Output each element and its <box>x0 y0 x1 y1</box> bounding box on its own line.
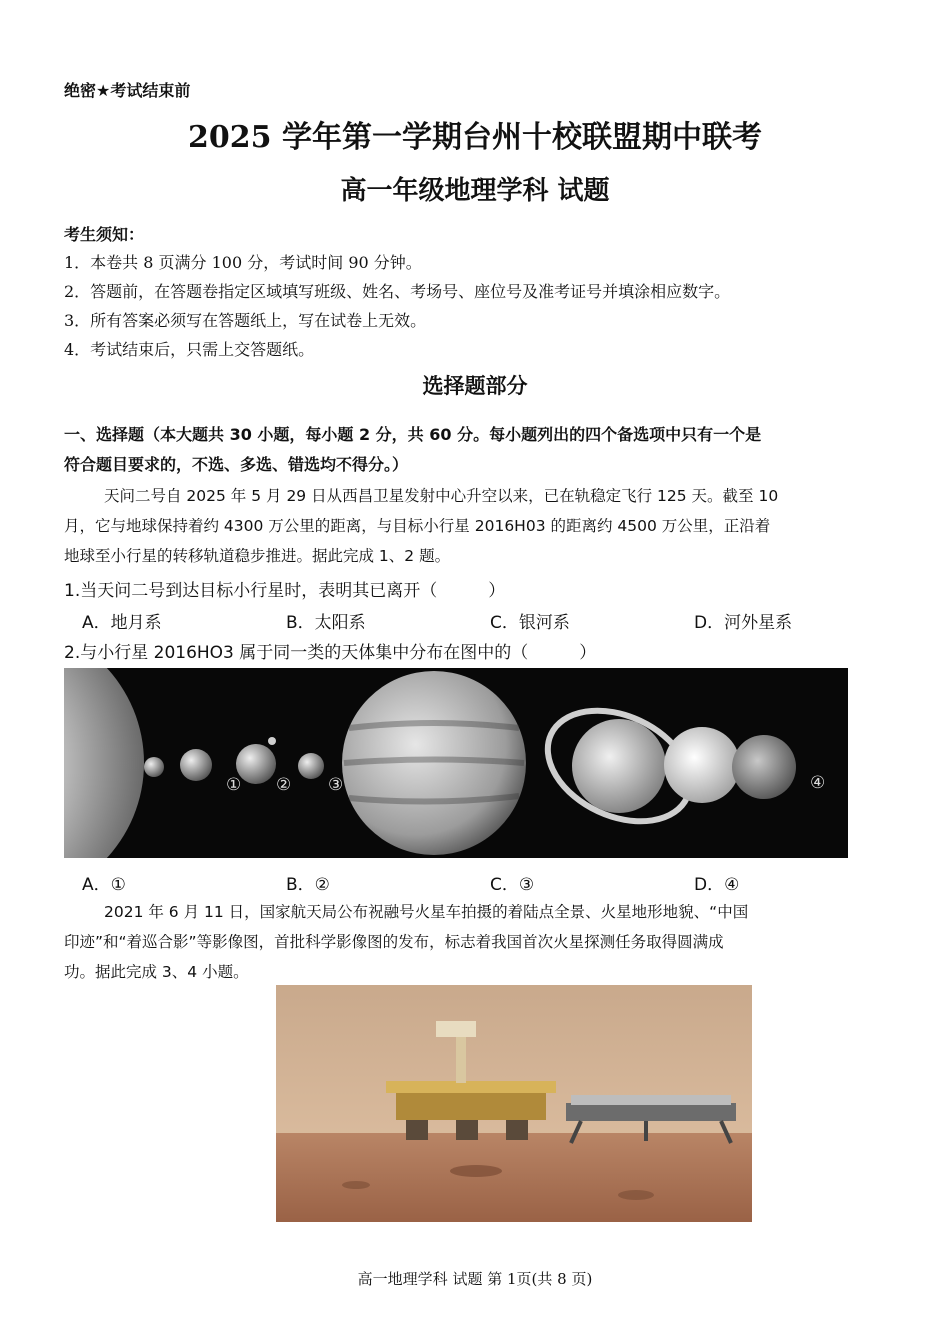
earth-icon <box>236 744 276 784</box>
question-2-stem: 2.与小行星 2016HO3 属于同一类的天体集中分布在图中的（ ） <box>64 643 597 663</box>
solar-system-figure <box>64 668 848 858</box>
passage-zhurong <box>64 897 890 987</box>
uranus-icon <box>664 727 740 803</box>
q2-option-b[interactable]: B．② <box>286 875 330 895</box>
notice-heading: 考生须知： <box>64 225 145 244</box>
q2-option-a[interactable]: A．① <box>82 875 126 895</box>
passage-tianwen <box>64 481 890 571</box>
page-footer: 高一地理学科 试题 第 1页(共 8 页) <box>357 1270 593 1288</box>
notice-item: 2．答题前，在答题卷指定区域填写班级、姓名、考场号、座位号及准考证号并填涂相应数字。 <box>64 282 731 301</box>
figure-label-4: ④ <box>810 773 826 793</box>
exam-title: 2025 学年第一学期台州十校联盟期中联考 <box>188 120 762 155</box>
q1-option-a[interactable]: A．地月系 <box>82 613 162 633</box>
passage-line: 印迹”和“着巡合影”等影像图，首批科学影像图的发布，标志着我国首次火星探测任务取得圆满成 <box>64 933 724 951</box>
q2-option-c[interactable]: C．③ <box>490 875 535 895</box>
instructions-line: 符合题目要求的，不选、多选、错选均不得分。） <box>64 455 409 474</box>
figure-label-3: ③ <box>328 775 344 795</box>
question-1-stem: 1.当天问二号到达目标小行星时，表明其已离开（ ） <box>64 581 506 601</box>
passage-line: 地球至小行星的转移轨道稳步推进。据此完成 1、2 题。 <box>64 547 451 565</box>
notice-item: 4．考试结束后，只需上交答题纸。 <box>64 340 315 359</box>
q1-option-c[interactable]: C．银河系 <box>490 613 570 633</box>
passage-line: 天问二号自 2025 年 5 月 29 日从西昌卫星发射中心升空以来，已在轨稳定飞行 125 天。截至 10 <box>104 487 779 505</box>
section-title: 选择题部分 <box>422 373 528 398</box>
part-one-instructions <box>64 420 894 480</box>
neptune-icon <box>732 735 796 799</box>
venus-icon <box>180 749 212 781</box>
moon-icon <box>268 737 276 745</box>
figure-label-2: ② <box>276 775 292 795</box>
exam-subtitle: 高一年级地理学科 试题 <box>340 176 610 206</box>
q1-option-b[interactable]: B．太阳系 <box>286 613 366 633</box>
q2-option-d[interactable]: D．④ <box>694 875 740 895</box>
notice-item: 1．本卷共 8 页满分 100 分，考试时间 90 分钟。 <box>64 253 422 272</box>
instructions-line: 一、选择题（本大题共 30 小题，每小题 2 分，共 60 分。每小题列出的四个备选项中只有一个是 <box>64 425 762 444</box>
mercury-icon <box>144 757 164 777</box>
saturn-icon <box>572 719 666 813</box>
passage-line: 月，它与地球保持着约 4300 万公里的距离，与目标小行星 2016H03 的距离约 4500 万公里，正沿着 <box>64 517 771 535</box>
mars-icon <box>298 753 324 779</box>
passage-line: 2021 年 6 月 11 日，国家航天局公布祝融号火星车拍摄的着陆点全景、火星地形地貌、“中国 <box>104 903 749 921</box>
confidential-mark: 绝密★考试结束前 <box>64 81 191 100</box>
q1-option-d[interactable]: D．河外星系 <box>694 613 793 633</box>
figure-label-1: ① <box>226 775 242 795</box>
notice-item: 3．所有答案必须写在答题纸上，写在试卷上无效。 <box>64 311 427 330</box>
passage-line: 功。据此完成 3、4 小题。 <box>64 963 249 981</box>
mars-rover-photo <box>276 985 752 1222</box>
